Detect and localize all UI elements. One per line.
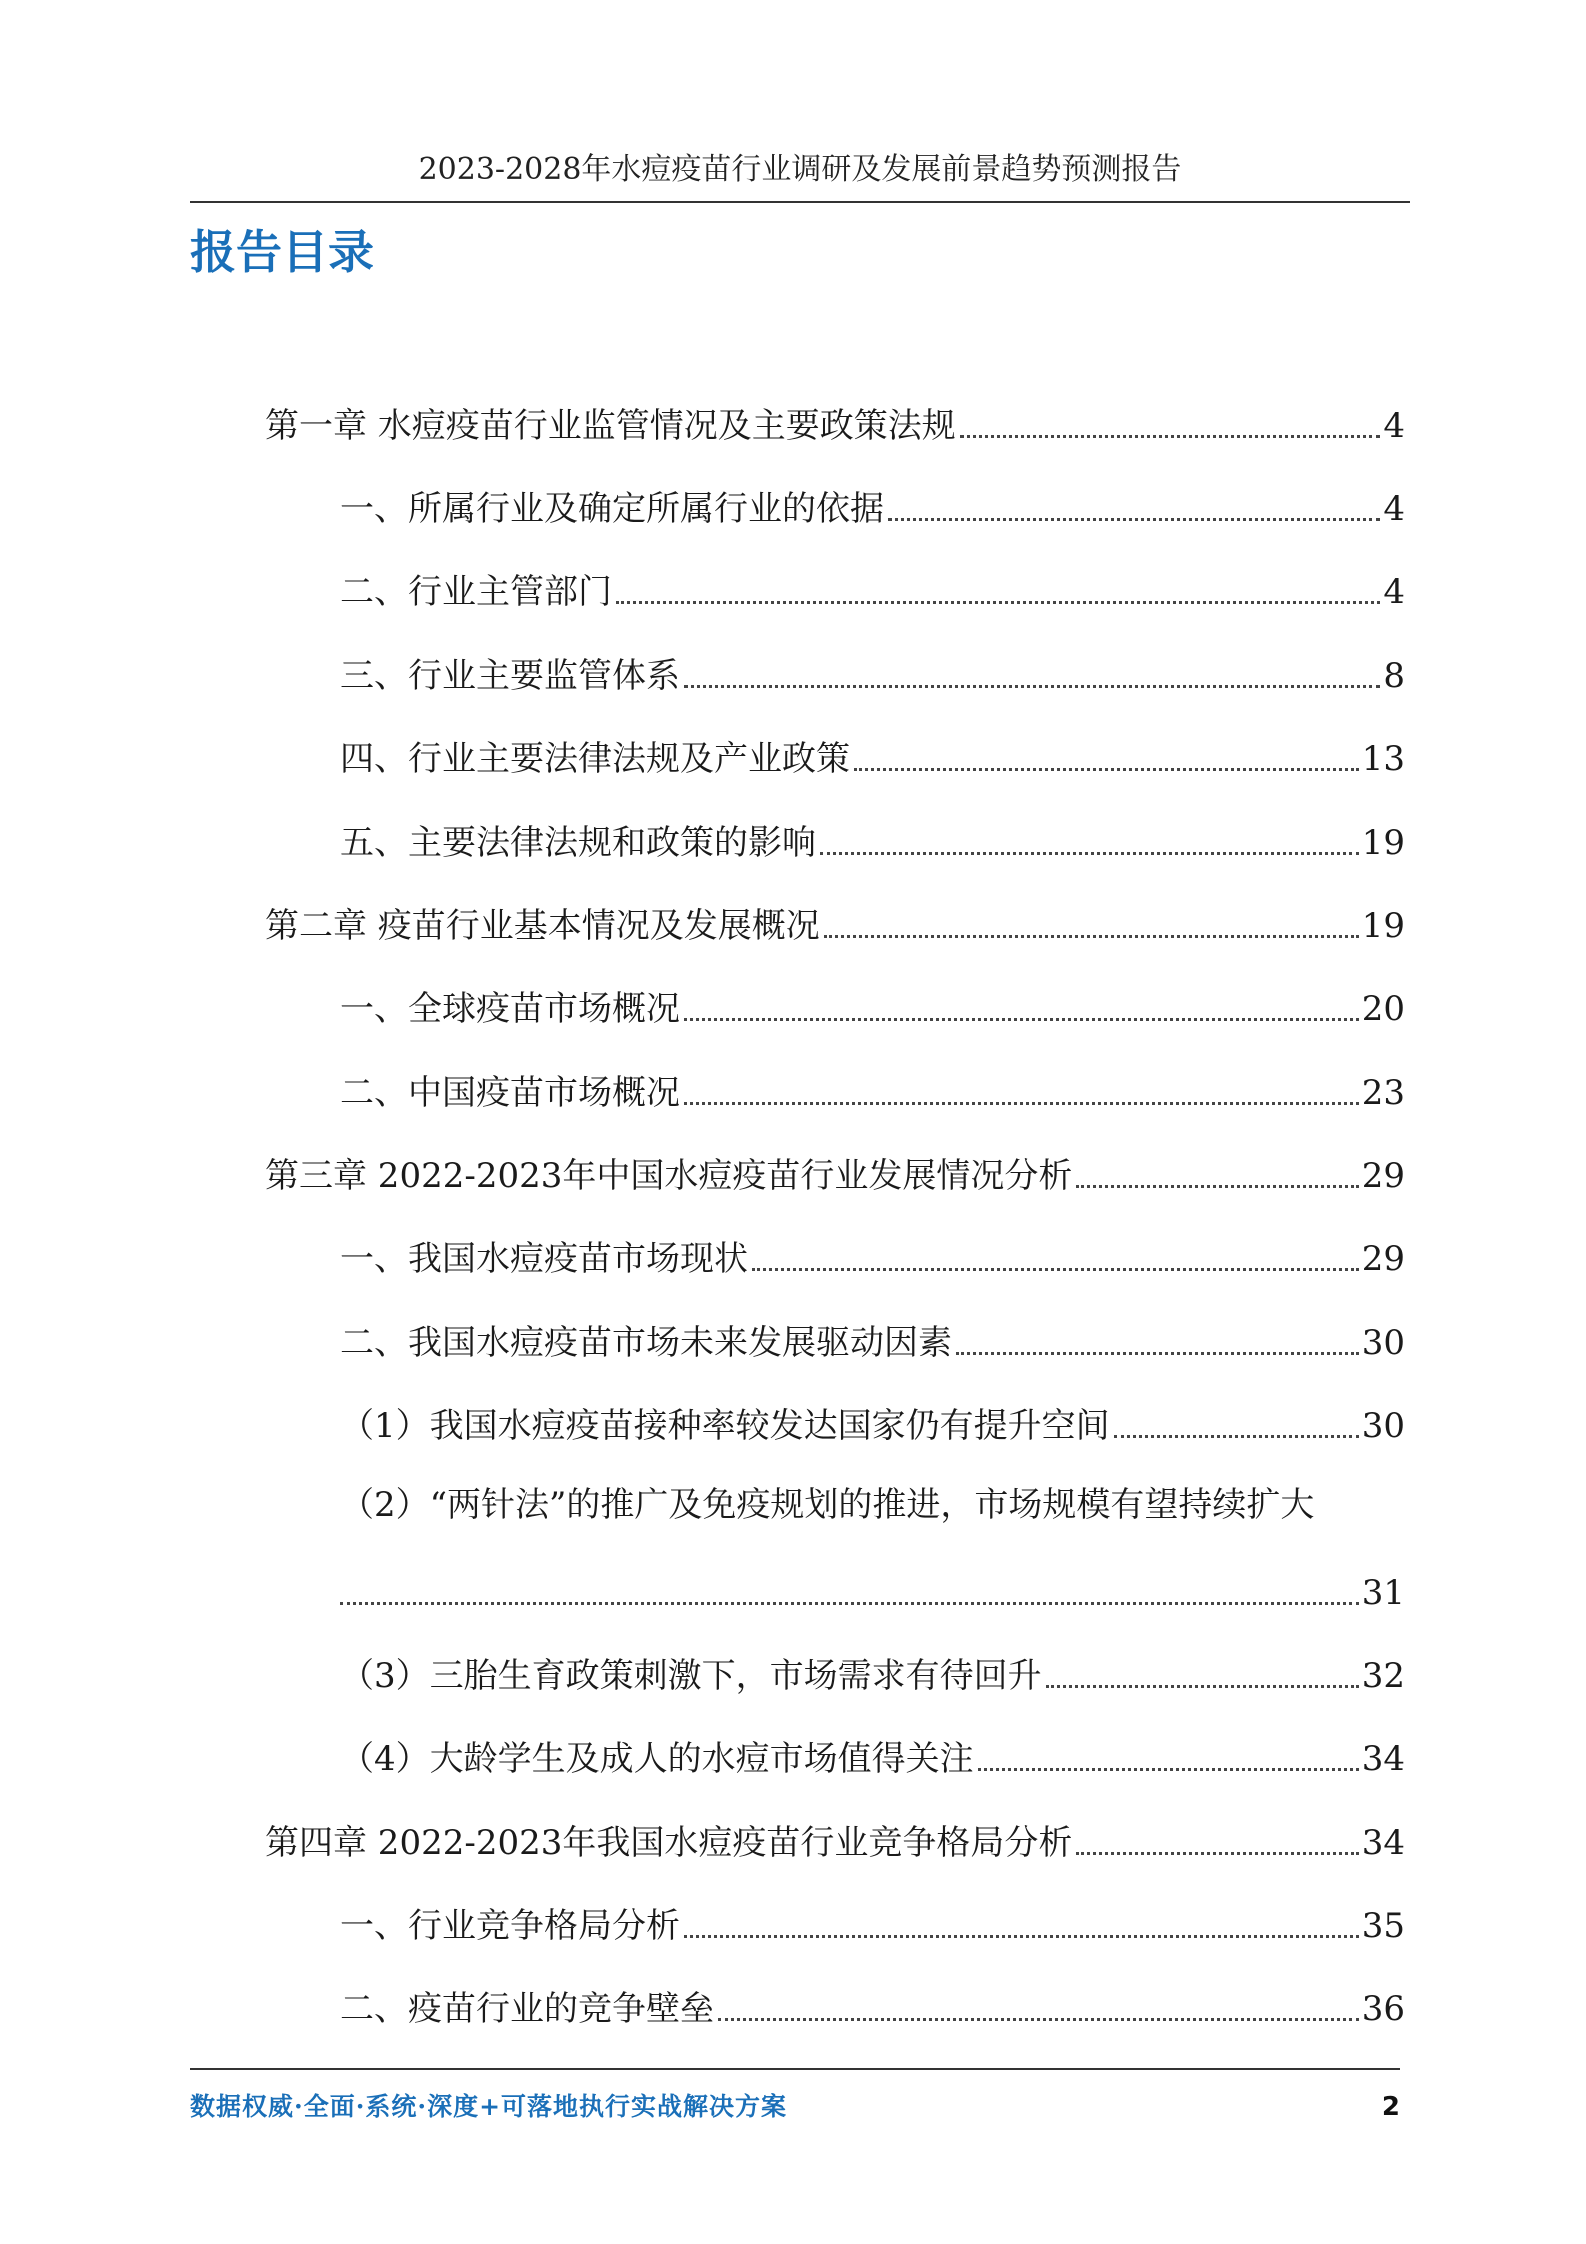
toc-entry-page: 23 [1361, 1073, 1405, 1113]
footer-page-number: 2 [1381, 2092, 1400, 2122]
toc-entry-label: 第四章 2022-2023年我国水痘疫苗行业竞争格局分析 [265, 1823, 1073, 1863]
toc-entry-label: 一、所属行业及确定所属行业的依据 [340, 489, 884, 529]
toc-leader-dots [616, 601, 1380, 604]
toc-leader-dots [960, 435, 1381, 438]
toc-entry-wrapped-label[interactable]: （2）“两针法”的推广及免疫规划的推进，市场规模有望持续扩大 [340, 1485, 1315, 1525]
toc-leader-dots [978, 1768, 1359, 1771]
toc-entry-page: 31 [1361, 1573, 1405, 1613]
toc-heading: 报告目录 [190, 225, 374, 279]
toc-leader-dots [684, 1935, 1359, 1938]
toc-leader-dots [820, 852, 1359, 855]
toc-entry-label: 第一章 水痘疫苗行业监管情况及主要政策法规 [265, 406, 956, 446]
toc-leader-dots [1046, 1685, 1359, 1688]
toc-leader-dots [854, 768, 1359, 771]
toc-entry-label: 二、疫苗行业的竞争壁垒 [340, 1989, 714, 2029]
toc-leader-dots [1114, 1435, 1359, 1438]
toc-leader-dots [888, 518, 1380, 521]
toc-entry[interactable] [340, 1567, 1405, 1615]
toc-entry[interactable] [340, 733, 1405, 781]
toc-leader-dots [752, 1268, 1359, 1271]
toc-leader-dots [684, 1018, 1359, 1021]
toc-entry[interactable] [265, 400, 1405, 448]
toc-entry-page: 19 [1361, 906, 1405, 946]
toc-entry-page: 34 [1361, 1739, 1405, 1779]
toc-entry[interactable] [340, 1317, 1405, 1365]
toc-entry-label: （4）大龄学生及成人的水痘市场值得关注 [340, 1739, 974, 1779]
toc-entry-label: （1）我国水痘疫苗接种率较发达国家仍有提升空间 [340, 1406, 1110, 1446]
toc-entry-label: 三、行业主要监管体系 [340, 656, 680, 696]
toc-entry[interactable] [340, 483, 1405, 531]
toc-entry[interactable] [340, 650, 1405, 698]
toc-leader-dots [956, 1352, 1359, 1355]
toc-entry-page: 30 [1361, 1323, 1405, 1363]
toc-entry-page: 13 [1361, 739, 1405, 779]
toc-entry-page: 8 [1383, 656, 1405, 696]
toc-leader-dots [824, 935, 1359, 938]
toc-entry-page: 34 [1361, 1823, 1405, 1863]
toc-entry[interactable] [340, 817, 1405, 865]
toc-leader-dots [684, 1102, 1359, 1105]
toc-leader-dots [718, 2018, 1359, 2021]
toc-entry-page: 36 [1361, 1989, 1405, 2029]
toc-entry[interactable] [340, 1900, 1405, 1948]
toc-entry-label: 一、全球疫苗市场概况 [340, 989, 680, 1029]
footer-slogan: 数据权威·全面·系统·深度+可落地执行实战解决方案 [190, 2092, 788, 2121]
toc-entry-page: 19 [1361, 823, 1405, 863]
toc-entry-label: 一、我国水痘疫苗市场现状 [340, 1239, 748, 1279]
toc-entry-page: 4 [1383, 572, 1405, 612]
toc-entry-page: 29 [1361, 1239, 1405, 1279]
toc-leader-dots [340, 1602, 1359, 1605]
toc-entry-page: 4 [1383, 406, 1405, 446]
toc-entry[interactable] [340, 1983, 1405, 2031]
toc-entry-label: 二、行业主管部门 [340, 572, 612, 612]
toc-entry-label: 四、行业主要法律法规及产业政策 [340, 739, 850, 779]
document-header-title: 2023-2028年水痘疫苗行业调研及发展前景趋势预测报告 [418, 152, 1182, 187]
toc-entry[interactable] [265, 900, 1405, 948]
toc-entry-label: 第二章 疫苗行业基本情况及发展概况 [265, 906, 820, 946]
toc-entry-label: 二、中国疫苗市场概况 [340, 1073, 680, 1113]
toc-entry-label: 第三章 2022-2023年中国水痘疫苗行业发展情况分析 [265, 1156, 1073, 1196]
toc-entry[interactable] [265, 1150, 1405, 1198]
footer-divider [190, 2068, 1400, 2070]
toc-entry[interactable] [265, 1817, 1405, 1865]
toc-entry-label: 二、我国水痘疫苗市场未来发展驱动因素 [340, 1323, 952, 1363]
toc-entry[interactable] [340, 1400, 1405, 1448]
toc-entry[interactable] [340, 1733, 1405, 1781]
toc-entry-label: 一、行业竞争格局分析 [340, 1906, 680, 1946]
toc-entry[interactable] [340, 1650, 1405, 1698]
toc-leader-dots [684, 685, 1380, 688]
toc-entry-label: （3）三胎生育政策刺激下，市场需求有待回升 [340, 1656, 1042, 1696]
toc-entry-page: 29 [1361, 1156, 1405, 1196]
toc-entry-page: 32 [1361, 1656, 1405, 1696]
toc-entry[interactable] [340, 983, 1405, 1031]
toc-entry-page: 30 [1361, 1406, 1405, 1446]
toc-entry[interactable] [340, 566, 1405, 614]
toc-entry-page: 20 [1361, 989, 1405, 1029]
toc-entry-label: 五、主要法律法规和政策的影响 [340, 823, 816, 863]
toc-leader-dots [1076, 1852, 1358, 1855]
toc-entry[interactable] [340, 1067, 1405, 1115]
toc-entry-page: 4 [1383, 489, 1405, 529]
toc-leader-dots [1076, 1185, 1358, 1188]
toc-entry[interactable] [340, 1233, 1405, 1281]
toc-entry-page: 35 [1361, 1906, 1405, 1946]
